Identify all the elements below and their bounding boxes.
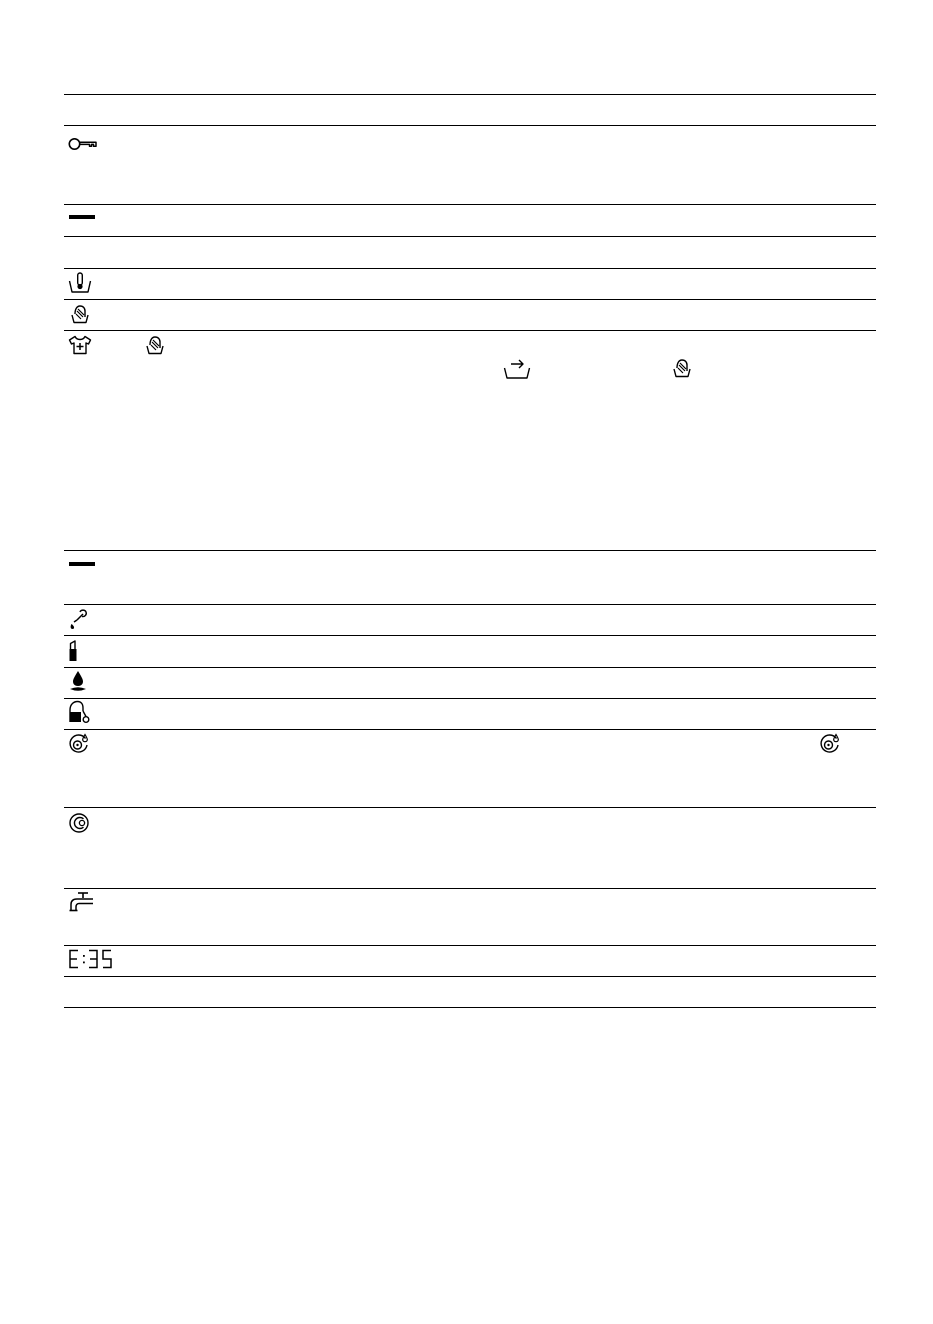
drum-clean-icon [819, 733, 841, 755]
row-divider [64, 330, 876, 331]
detergent-bottle-icon [68, 700, 90, 724]
row-divider [64, 204, 876, 205]
row-divider [64, 945, 876, 946]
row-divider [64, 888, 876, 889]
hand-wash-icon [70, 304, 90, 324]
seven-segment-readout [68, 949, 116, 969]
stain-brush-icon [68, 608, 88, 630]
row-divider [64, 635, 876, 636]
row-divider [64, 268, 876, 269]
row-divider [64, 807, 876, 808]
hand-wash-icon [145, 335, 165, 355]
dash-symbol [69, 215, 95, 219]
row-divider [64, 236, 876, 237]
temperature-tub-icon [68, 272, 92, 294]
drop-icon [69, 670, 87, 694]
row-divider [64, 976, 876, 977]
water-tap-icon [66, 891, 94, 915]
key-icon [68, 136, 98, 152]
drum-rotate-icon [68, 812, 90, 834]
row-divider [64, 667, 876, 668]
hand-wash-icon [672, 358, 692, 378]
error-code-display [68, 949, 116, 972]
drum-clean-icon [68, 733, 90, 755]
row-divider [64, 299, 876, 300]
row-divider [64, 550, 876, 551]
row-divider [64, 729, 876, 730]
row-divider [64, 125, 876, 126]
shirt-plus-icon [68, 335, 92, 355]
table-top-rule [64, 94, 876, 95]
table-bottom-rule [64, 1007, 876, 1008]
row-divider [64, 604, 876, 605]
row-divider [64, 698, 876, 699]
dash-symbol [69, 562, 95, 566]
rinse-tub-icon [503, 358, 531, 380]
lipstick-icon [68, 640, 78, 662]
